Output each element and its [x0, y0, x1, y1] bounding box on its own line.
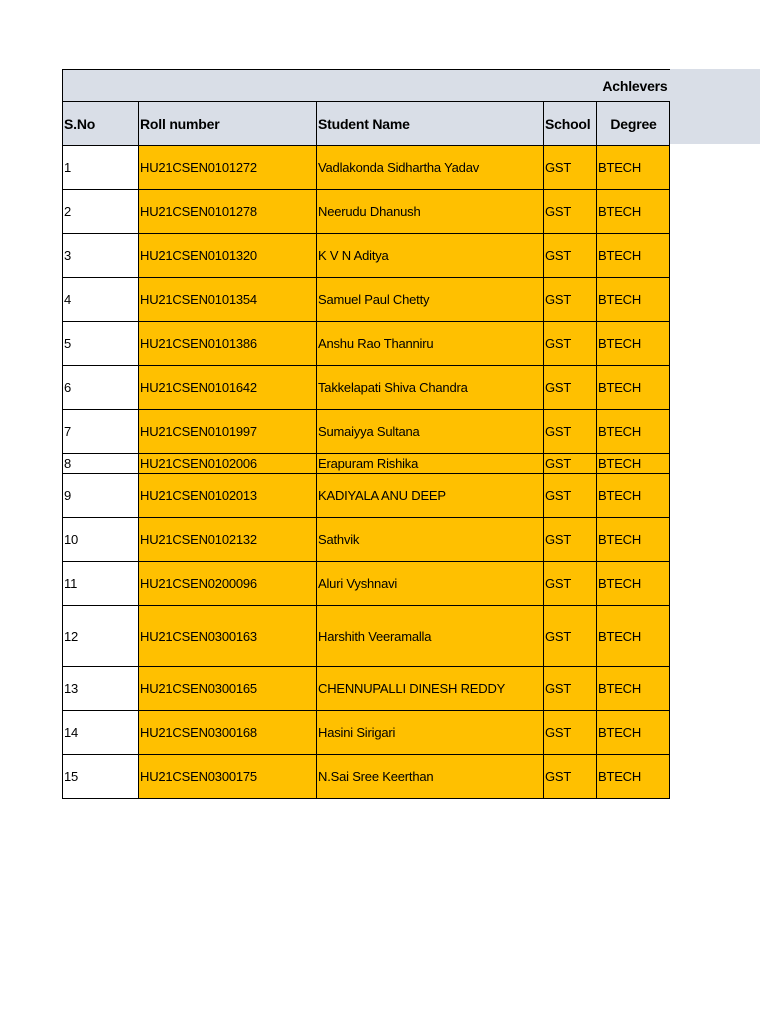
cell-degree: BTECH	[597, 711, 670, 755]
cell-student-name: Takkelapati Shiva Chandra	[317, 366, 544, 410]
cell-degree: BTECH	[597, 278, 670, 322]
cell-student-name: Sathvik	[317, 518, 544, 562]
cell-sno: 2	[63, 190, 139, 234]
table-row	[63, 366, 670, 410]
cell-degree: BTECH	[597, 606, 670, 667]
cell-student-name: Vadlakonda Sidhartha Yadav	[317, 146, 544, 190]
cell-roll-number: HU21CSEN0102132	[139, 518, 317, 562]
cell-school: GST	[544, 234, 597, 278]
cell-school: GST	[544, 322, 597, 366]
table-row	[63, 190, 670, 234]
cell-roll-number: HU21CSEN0101278	[139, 190, 317, 234]
table-row	[63, 278, 670, 322]
cell-roll-number: HU21CSEN0300175	[139, 755, 317, 799]
cell-sno: 15	[63, 755, 139, 799]
cell-student-name: K V N Aditya	[317, 234, 544, 278]
header-roll-number: Roll number	[139, 102, 317, 146]
cell-student-name: Aluri Vyshnavi	[317, 562, 544, 606]
cell-degree: BTECH	[597, 562, 670, 606]
title-row	[63, 70, 670, 102]
cell-roll-number: HU21CSEN0300168	[139, 711, 317, 755]
cell-degree: BTECH	[597, 518, 670, 562]
header-student-name: Student Name	[317, 102, 544, 146]
table-row	[63, 667, 670, 711]
cell-roll-number: HU21CSEN0102013	[139, 474, 317, 518]
cell-degree: BTECH	[597, 454, 670, 474]
table-row	[63, 322, 670, 366]
cell-degree: BTECH	[597, 234, 670, 278]
cell-degree: BTECH	[597, 322, 670, 366]
cell-degree: BTECH	[597, 190, 670, 234]
cell-sno: 11	[63, 562, 139, 606]
cell-school: GST	[544, 278, 597, 322]
cell-school: GST	[544, 410, 597, 454]
table-row	[63, 474, 670, 518]
cell-sno: 13	[63, 667, 139, 711]
cell-sno: 7	[63, 410, 139, 454]
cell-sno: 6	[63, 366, 139, 410]
table-row	[63, 234, 670, 278]
cell-student-name: Anshu Rao Thanniru	[317, 322, 544, 366]
header-degree: Degree	[597, 102, 670, 146]
header-school: School	[544, 102, 597, 146]
cell-sno: 3	[63, 234, 139, 278]
cell-degree: BTECH	[597, 366, 670, 410]
header-sno: S.No	[63, 102, 139, 146]
cell-student-name: Hasini Sirigari	[317, 711, 544, 755]
cell-degree: BTECH	[597, 474, 670, 518]
cell-degree: BTECH	[597, 410, 670, 454]
cell-student-name: KADIYALA ANU DEEP	[317, 474, 544, 518]
cell-school: GST	[544, 146, 597, 190]
table-row	[63, 454, 670, 474]
cell-student-name: N.Sai Sree Keerthan	[317, 755, 544, 799]
cell-school: GST	[544, 711, 597, 755]
cell-school: GST	[544, 518, 597, 562]
cell-degree: BTECH	[597, 755, 670, 799]
cell-sno: 10	[63, 518, 139, 562]
cell-sno: 8	[63, 454, 139, 474]
table-row	[63, 711, 670, 755]
cell-roll-number: HU21CSEN0200096	[139, 562, 317, 606]
cell-student-name: Neerudu Dhanush	[317, 190, 544, 234]
cell-degree: BTECH	[597, 667, 670, 711]
cell-roll-number: HU21CSEN0101272	[139, 146, 317, 190]
table-row	[63, 410, 670, 454]
cell-sno: 12	[63, 606, 139, 667]
cell-school: GST	[544, 755, 597, 799]
achievers-table	[62, 69, 670, 799]
cell-degree: BTECH	[597, 146, 670, 190]
cell-school: GST	[544, 562, 597, 606]
cell-student-name: Harshith Veeramalla	[317, 606, 544, 667]
cell-student-name: Sumaiyya Sultana	[317, 410, 544, 454]
cell-roll-number: HU21CSEN0102006	[139, 454, 317, 474]
table-row	[63, 146, 670, 190]
cell-roll-number: HU21CSEN0101386	[139, 322, 317, 366]
cell-student-name: Erapuram Rishika	[317, 454, 544, 474]
header-row	[63, 102, 670, 146]
cell-school: GST	[544, 474, 597, 518]
cell-roll-number: HU21CSEN0101997	[139, 410, 317, 454]
cell-school: GST	[544, 667, 597, 711]
table-row	[63, 518, 670, 562]
cell-student-name: CHENNUPALLI DINESH REDDY	[317, 667, 544, 711]
cell-school: GST	[544, 606, 597, 667]
cell-sno: 1	[63, 146, 139, 190]
table-row	[63, 755, 670, 799]
cell-roll-number: HU21CSEN0300163	[139, 606, 317, 667]
cell-sno: 14	[63, 711, 139, 755]
cell-roll-number: HU21CSEN0300165	[139, 667, 317, 711]
cell-sno: 4	[63, 278, 139, 322]
cell-student-name: Samuel Paul Chetty	[317, 278, 544, 322]
cell-sno: 5	[63, 322, 139, 366]
table-row	[63, 562, 670, 606]
cell-school: GST	[544, 366, 597, 410]
cell-roll-number: HU21CSEN0101642	[139, 366, 317, 410]
table-row	[63, 606, 670, 667]
sheet-title: Achlevers	[63, 70, 670, 102]
cell-school: GST	[544, 190, 597, 234]
cell-roll-number: HU21CSEN0101354	[139, 278, 317, 322]
cell-sno: 9	[63, 474, 139, 518]
cell-school: GST	[544, 454, 597, 474]
cell-roll-number: HU21CSEN0101320	[139, 234, 317, 278]
